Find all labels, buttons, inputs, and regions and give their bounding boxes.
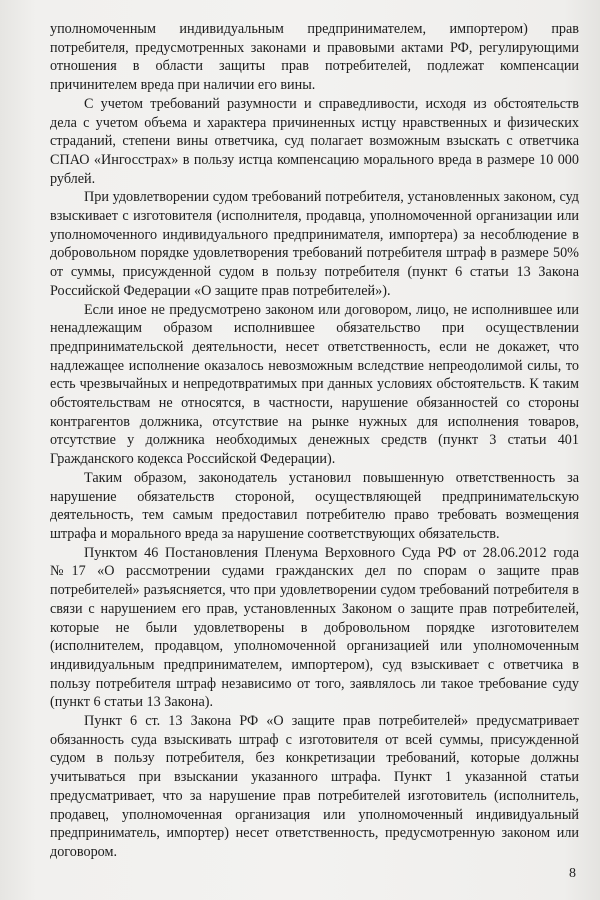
paragraph-plenum: Пунктом 46 Постановления Пленума Верховного Суда РФ от 28.06.2012 года №17 «О рассмотрении судами гражданских дел по спорам о защите прав потребителей» разъясняется, что при удовлетворении судом требований потребителя в связи с нарушением его прав, установленных Законом о защите прав потребителей, которые не были удовлетворены в добровольном порядке изготовителем (исполнителем, продавцом, уполномоченной организацией или уполномоченным индивидуальным предпринимателем, импортером), суд взыскивает с ответчика в пользу потребителя штраф независимо от того, заявлялось ли такое требование суду (пункт 6 статьи 13 Закона). [50,544,579,711]
paragraph-continuation: уполномоченным индивидуальным предпринимателем, импортером) прав потребителя, предусмотренных законами и правовыми актами РФ, регулирующими отношения в области защиты прав потребителей, подлежат компенсации причинителем вреда при наличии его вины. [50,21,579,94]
page-number: 8 [569,866,576,881]
document-body [50,20,579,862]
paragraph-moral-damage: С учетом требований разумности и справедливости, исходя из обстоятельств дела с учетом объема и характера причиненных истцу нравственных и физических страданий, степени вины ответчика, суд полагает возможным взыскать с ответчика СПАО «Ингосстрах» в пользу истца компенсацию морального вреда в размере 10 000 рублей. [50,95,579,187]
paragraph-article-13: Пункт 6 ст. 13 Закона РФ «О защите прав потребителей» предусматривает обязанность суда взыскивать штраф с изготовителя от всей суммы, присужденной судом в пользу потребителя, без конкретизации требований, которые должны учитываться при взыскании указанного штрафа. Пункт 1 указанной статьи предусматривает, что за нарушение прав потребителей изготовитель (исполнитель, продавец, уполномоченная организация или уполномоченный индивидуальный предприниматель, импортер) несет ответственность, предусмотренную законом или договором. [50,713,579,860]
paragraph-fine: При удовлетворении судом требований потребителя, установленных законом, суд взыскивает с изготовителя (исполнителя, продавца, уполномоченной организации или уполномоченного индивидуального предпринимателя, импортера) за несоблюдение в добровольном порядке удовлетворения требований потребителя штраф в размере 50% от суммы, присужденной судом в пользу потребителя (пункт 6 статьи 13 Закона Российской Федерации «О защите прав потребителей»). [50,189,579,299]
paragraph-conclusion: Таким образом, законодатель установил повышенную ответственность за нарушение обязательств стороной, осуществляющей предпринимательскую деятельность, тем самым предоставил потребителю право требовать возмещения штрафа и морального вреда за нарушение соответствующих обязательств. [50,469,579,542]
paragraph-liability: Если иное не предусмотрено законом или договором, лицо, не исполнившее или ненадлежащим образом исполнившее обязательство при осуществлении предпринимательской деятельности, несет ответственность, если не докажет, что надлежащее исполнение оказалось невозможным вследствие непреодолимой силы, то есть чрезвычайных и непредотвратимых при данных условиях обстоятельств. К таким обстоятельствам не относятся, в частности, нарушение обязанностей со стороны контрагентов должника, отсутствие на рынке нужных для исполнения товаров, отсутствие у должника необходимых денежных средств (пункт 3 статьи 401 Гражданского кодекса Российской Федерации). [50,301,579,468]
